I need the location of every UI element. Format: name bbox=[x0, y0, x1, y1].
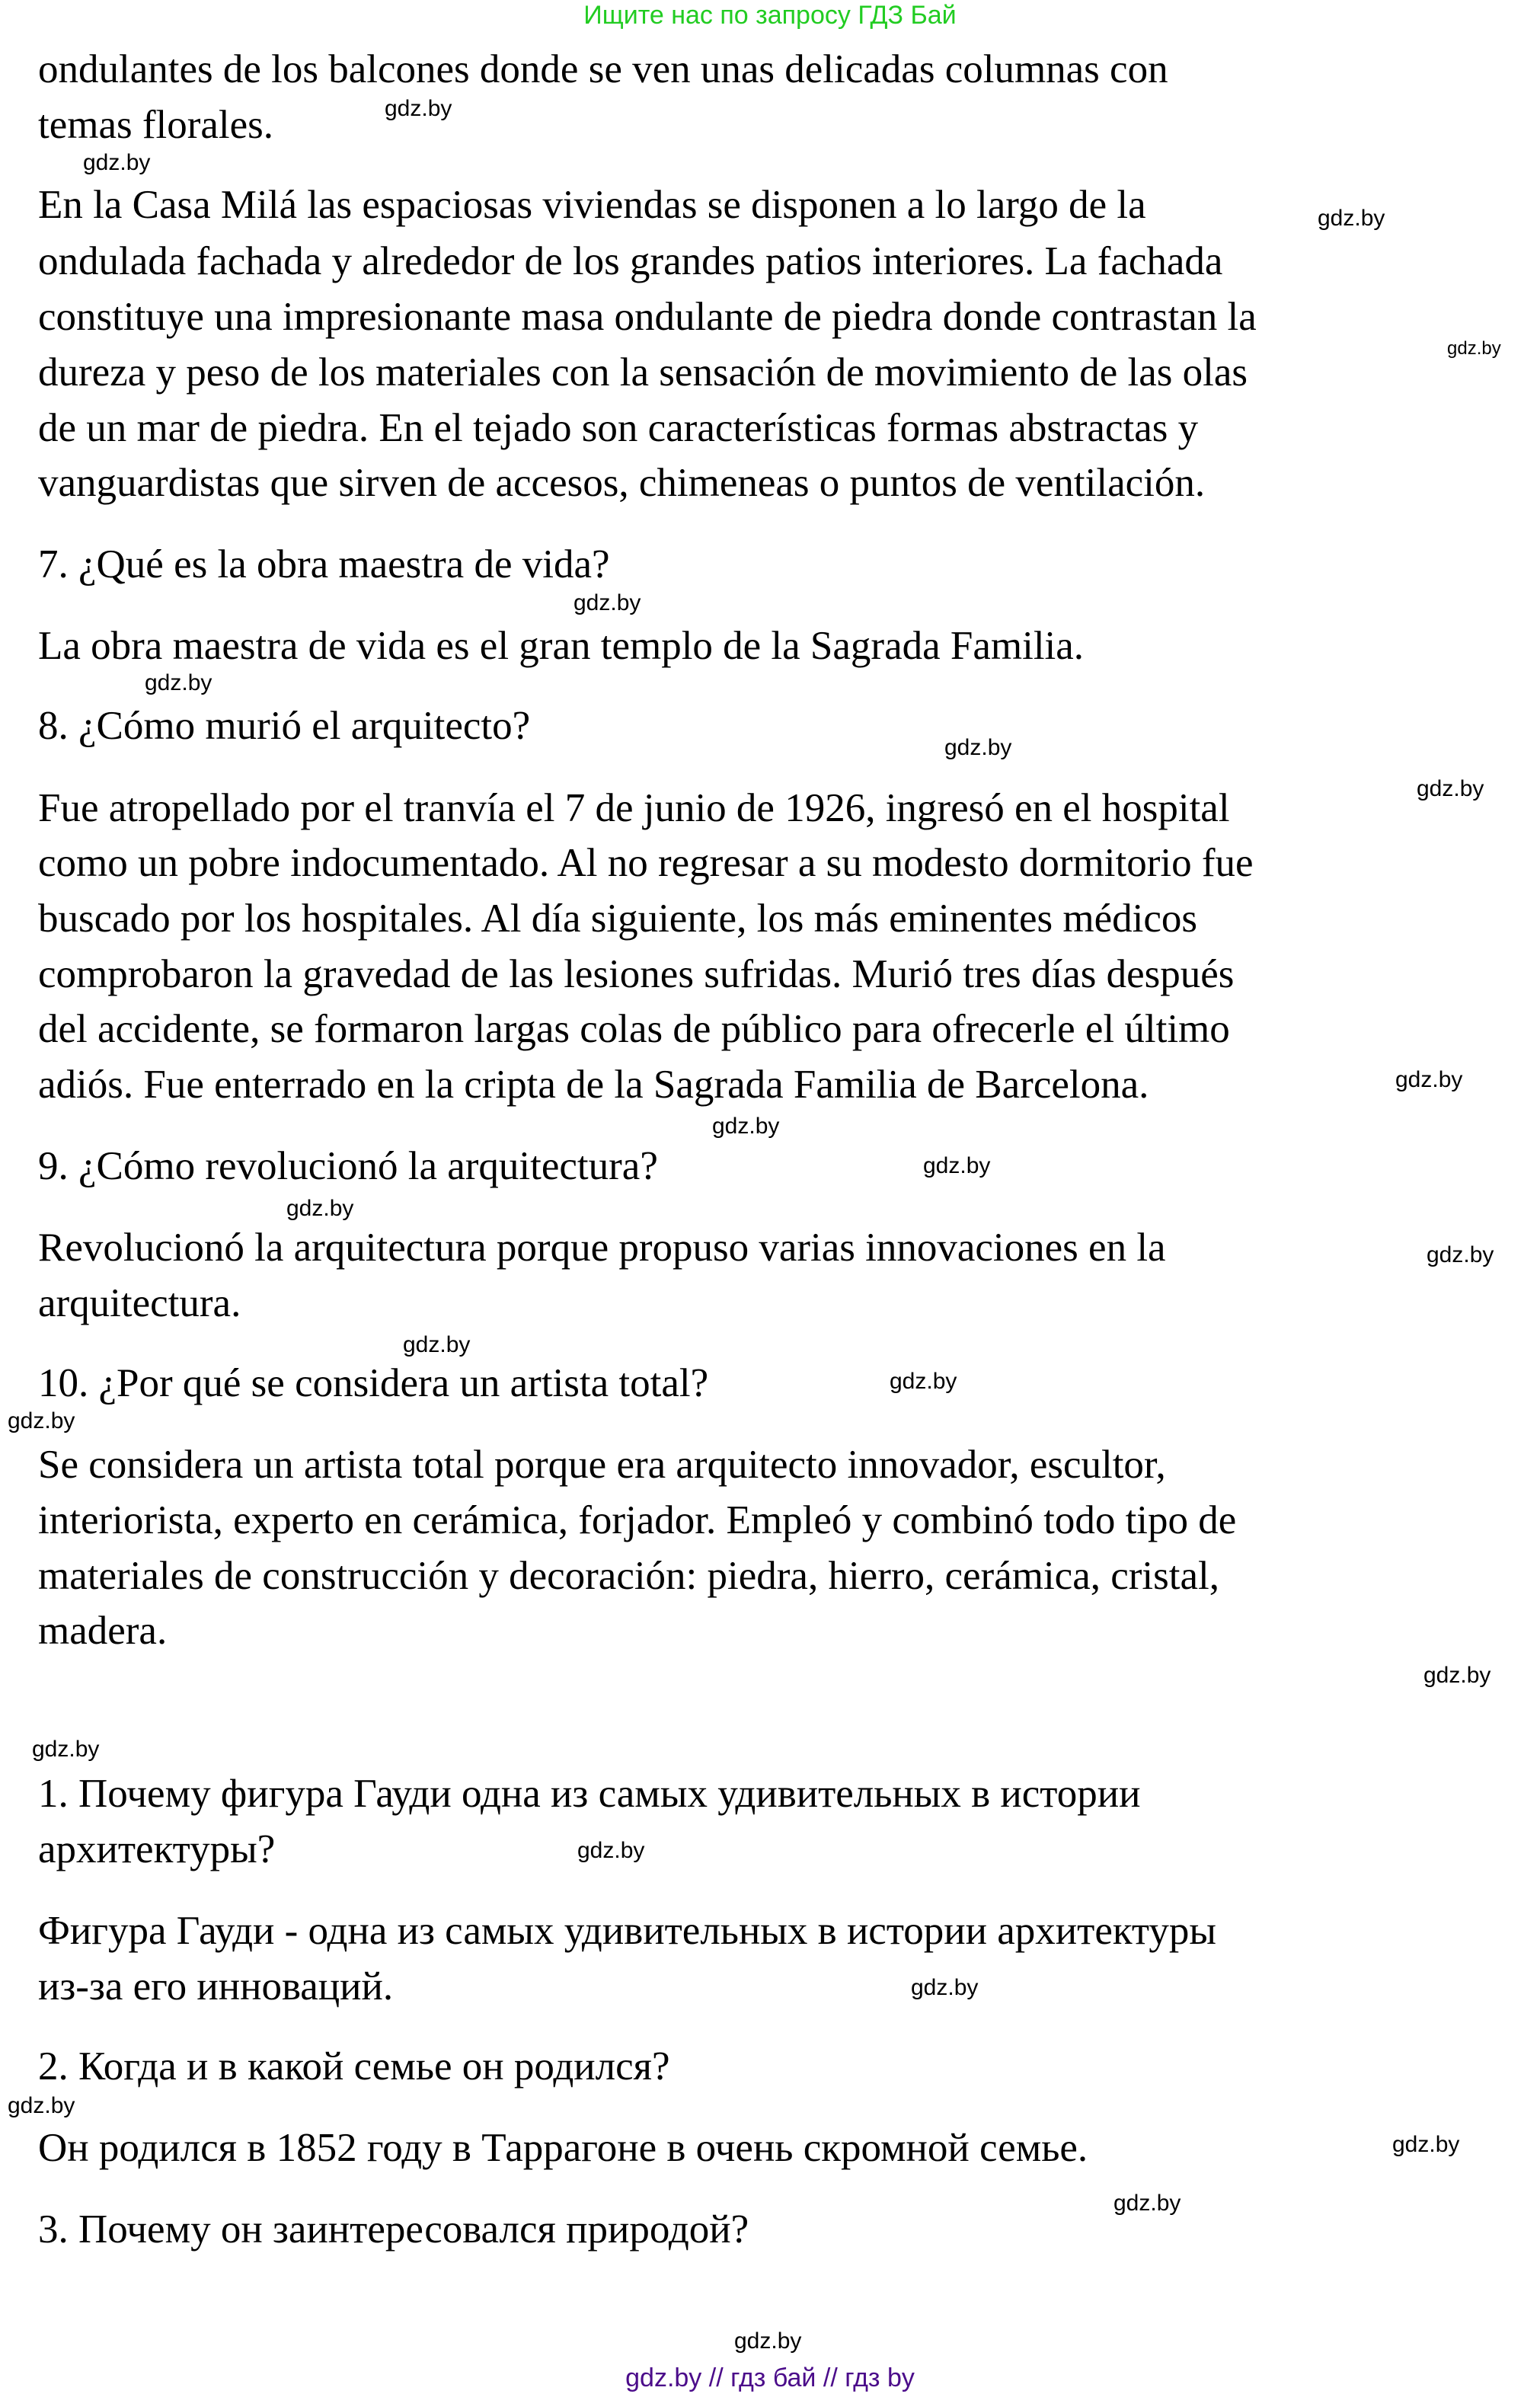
question-7: 7. ¿Qué es la obra maestra de vida? bbox=[38, 542, 610, 586]
text-line: arquitectura. bbox=[38, 1281, 241, 1325]
watermark: gdz.by bbox=[911, 1975, 979, 2000]
watermark: gdz.by bbox=[1318, 206, 1385, 231]
text-line: buscado por los hospitales. Al día siguiente, los más eminentes médicos bbox=[38, 896, 1198, 941]
header-banner: Ищите нас по запросу ГДЗ Бай bbox=[583, 1, 957, 30]
text-line: vanguardistas que sirven de accesos, chimeneas o puntos de ventilación. bbox=[38, 461, 1206, 505]
watermark: gdz.by bbox=[1113, 2191, 1181, 2216]
watermark: gdz.by bbox=[8, 2093, 75, 2118]
watermark: gdz.by bbox=[145, 670, 212, 695]
footer-links: gdz.by // гдз бай // гдз by bbox=[625, 2363, 915, 2392]
text-line: архитектуры? bbox=[38, 1827, 276, 1871]
watermark: gdz.by bbox=[1395, 1067, 1463, 1092]
answer-7: La obra maestra de vida es el gran templo de la Sagrada Familia. bbox=[38, 624, 1085, 668]
watermark: gdz.by bbox=[32, 1737, 100, 1762]
text-line: adiós. Fue enterrado en la cripta de la Sagrada Familia de Barcelona. bbox=[38, 1063, 1149, 1107]
text-line: Fue atropellado por el tranvía el 7 de junio de 1926, ingresó en el hospital bbox=[38, 786, 1230, 830]
text-line: Фигура Гауди - одна из самых удивительных в истории архитектуры bbox=[38, 1909, 1216, 1953]
watermark: gdz.by bbox=[403, 1332, 471, 1357]
question-ru-1: 1. Почему фигура Гауди одна из самых удивительных в истории bbox=[38, 1772, 1141, 1816]
text-line: del accidente, se formaron largas colas de público para ofrecerle el último bbox=[38, 1007, 1230, 1051]
text-line: madera. bbox=[38, 1609, 168, 1653]
watermark: gdz.by bbox=[1447, 338, 1501, 359]
text-line: comprobaron la gravedad de las lesiones sufridas. Murió tres días después bbox=[38, 952, 1235, 996]
text-line: dureza y peso de los materiales con la sensación de movimiento de las olas bbox=[38, 350, 1248, 395]
watermark: gdz.by bbox=[577, 1838, 645, 1863]
watermark: gdz.by bbox=[83, 150, 151, 175]
text-line: temas florales. bbox=[38, 103, 274, 147]
text-line: como un pobre indocumentado. Al no regresar a su modesto dormitorio fue bbox=[38, 841, 1254, 885]
text-line: materiales de construcción y decoración: piedra, hierro, cerámica, cristal, bbox=[38, 1554, 1219, 1598]
text-line: En la Casa Milá las espaciosas viviendas se disponen a lo largo de la bbox=[38, 183, 1146, 227]
question-10: 10. ¿Por qué se considera un artista total? bbox=[38, 1361, 709, 1405]
watermark: gdz.by bbox=[734, 2328, 802, 2354]
text-line: Se considera un artista total porque era arquitecto innovador, escultor, bbox=[38, 1443, 1166, 1487]
watermark: gdz.by bbox=[385, 96, 452, 121]
watermark: gdz.by bbox=[890, 1369, 957, 1394]
question-9: 9. ¿Cómo revolucionó la arquitectura? bbox=[38, 1144, 658, 1188]
watermark: gdz.by bbox=[1392, 2132, 1460, 2157]
watermark: gdz.by bbox=[574, 590, 641, 615]
text-line: ondulantes de los balcones donde se ven unas delicadas columnas con bbox=[38, 47, 1168, 91]
watermark: gdz.by bbox=[286, 1196, 354, 1221]
watermark: gdz.by bbox=[944, 735, 1012, 760]
question-ru-3: 3. Почему он заинтересовался природой? bbox=[38, 2207, 749, 2252]
text-line: Revolucionó la arquitectura porque propuso varias innovaciones en la bbox=[38, 1226, 1166, 1270]
watermark: gdz.by bbox=[1417, 776, 1484, 801]
text-line: constituye una impresionante masa ondulante de piedra donde contrastan la bbox=[38, 295, 1257, 339]
watermark: gdz.by bbox=[923, 1153, 991, 1178]
watermark: gdz.by bbox=[8, 1408, 75, 1433]
text-line: из-за его инноваций. bbox=[38, 1964, 394, 2009]
question-8: 8. ¿Cómo murió el arquitecto? bbox=[38, 704, 531, 748]
watermark: gdz.by bbox=[1423, 1663, 1491, 1688]
watermark: gdz.by bbox=[1427, 1242, 1494, 1267]
text-line: de un mar de piedra. En el tejado son características formas abstractas y bbox=[38, 406, 1199, 450]
answer-ru-2: Он родился в 1852 году в Таррагоне в очень скромной семье. bbox=[38, 2126, 1088, 2170]
text-line: interiorista, experto en cerámica, forjador. Empleó y combinó todo tipo de bbox=[38, 1498, 1237, 1542]
text-line: ondulada fachada y alrededor de los grandes patios interiores. La fachada bbox=[38, 239, 1223, 283]
watermark: gdz.by bbox=[712, 1114, 780, 1139]
question-ru-2: 2. Когда и в какой семье он родился? bbox=[38, 2044, 670, 2089]
